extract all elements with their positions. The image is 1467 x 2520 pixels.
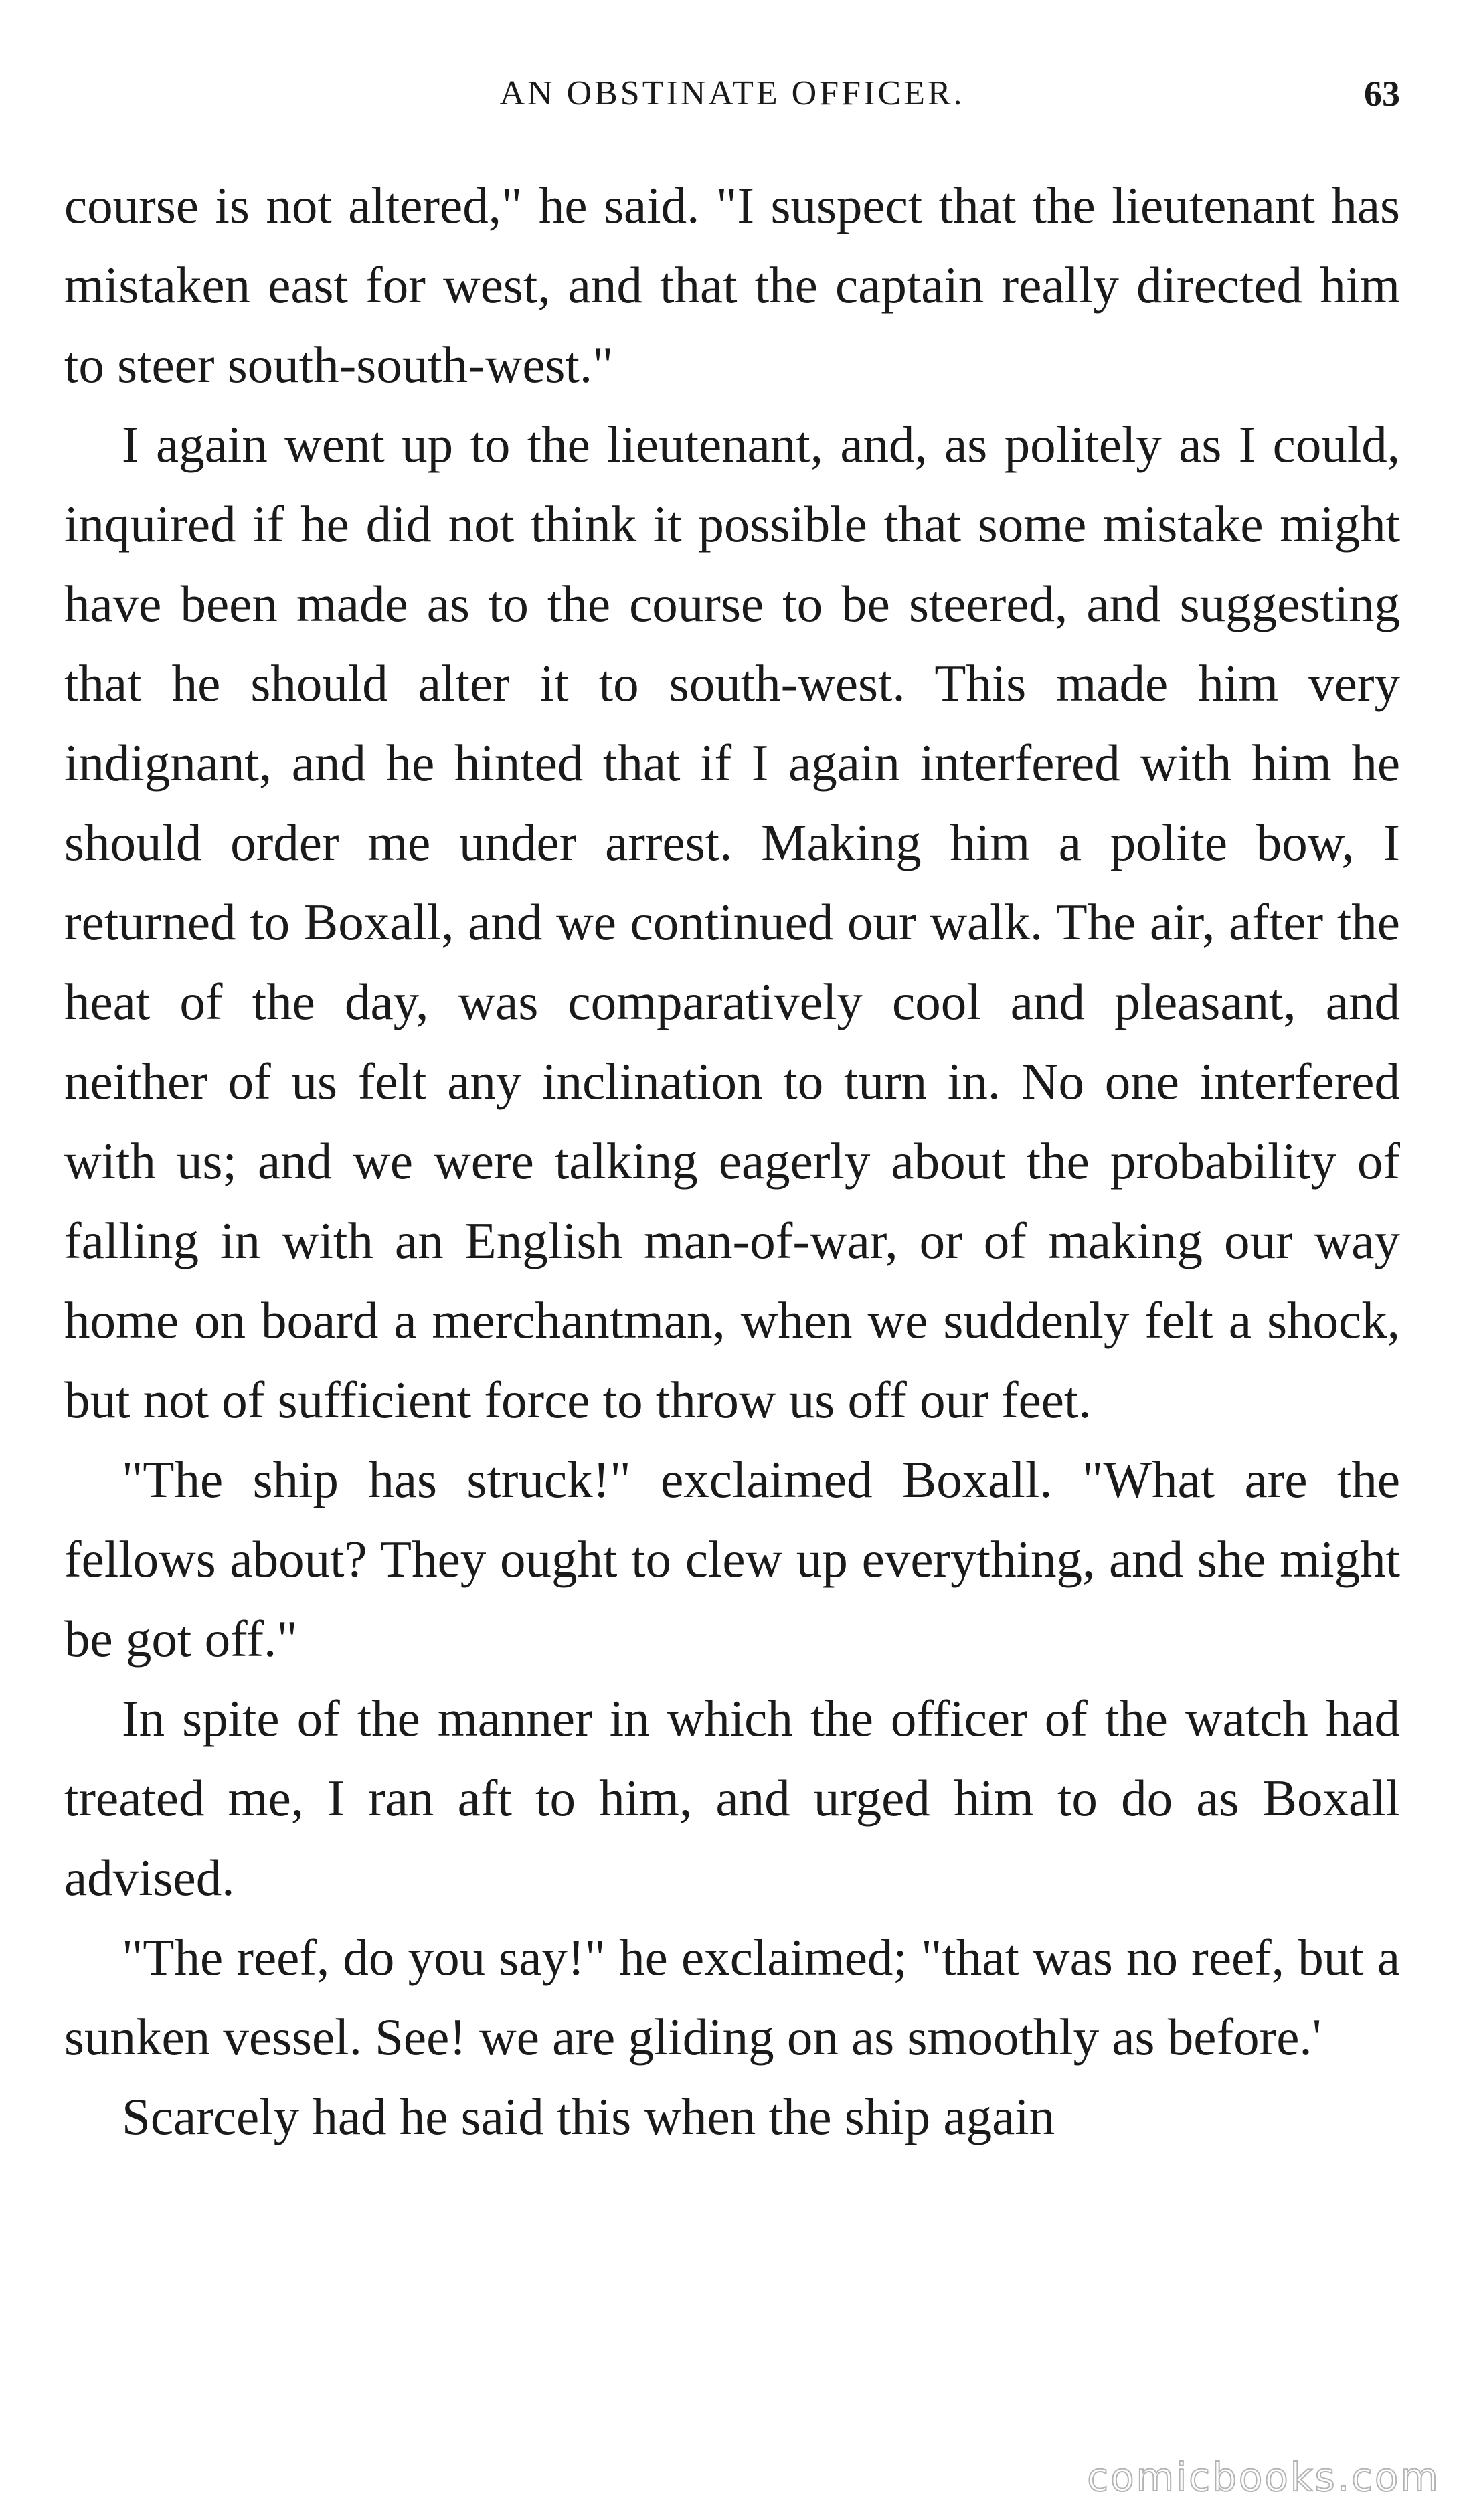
watermark: comicbooks.com	[1087, 2454, 1440, 2500]
running-header	[64, 67, 1400, 120]
paragraph: "The ship has struck!" exclaimed Boxall. "What are the fellows about? They ought to clew up everything, and she might be got off."	[64, 1451, 1400, 1668]
paragraph-continued: course is not altered," he said. "I suspect that the lieutenant has mistaken east for west, and that the captain really directed him to steer south-south-west."	[64, 177, 1400, 393]
paragraph: In spite of the manner in which the officer of the watch had treated me, I ran aft to him, and urged him to do as Boxall advised.	[64, 1690, 1400, 1906]
body-text	[64, 166, 1400, 2157]
running-title: AN OBSTINATE OFFICER.	[499, 74, 965, 112]
paragraph: Scarcely had he said this when the ship again	[122, 2088, 1055, 2145]
page-number: 63	[1364, 74, 1400, 114]
paragraph: I again went up to the lieutenant, and, as politely as I could, inquired if he did not think it possible that some mistake might have been made as to the course to be steered, and suggesting that he should alter it to south-west. This made him very indignant, and he hinted that if I again interfered with him he should order me under arrest. Making him a polite bow, I returned to Boxall, and we continued our walk. The air, after the heat of the day, was comparatively cool and pleasant, and neither of us felt any inclination to turn in. No one interfered with us; and we were talking eagerly about the probability of falling in with an English man-of-war, or of making our way home on board a merchantman, when we suddenly felt a shock, but not of sufficient force to throw us off our feet.	[64, 416, 1400, 1429]
paragraph: "The reef, do you say!" he exclaimed; "that was no reef, but a sunken vessel. See! we are gliding on as smoothly as before.'	[64, 1928, 1400, 2066]
